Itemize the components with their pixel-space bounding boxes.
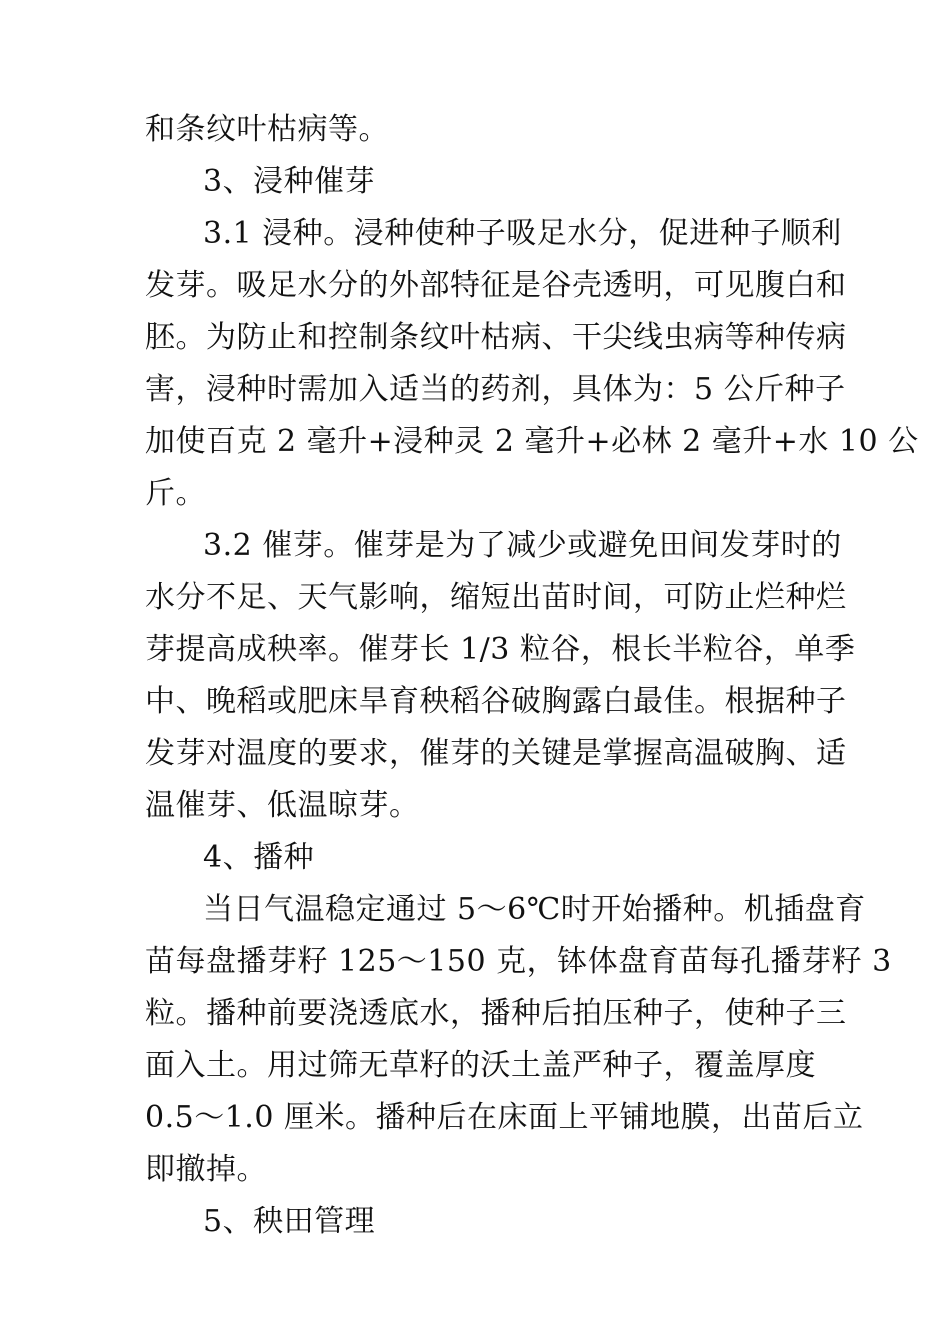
section-heading: 5、秧田管理 [203, 1204, 376, 1239]
text-line: 即撤掉。 [145, 1152, 267, 1187]
section-heading: 4、播种 [203, 840, 315, 875]
text-line: 0.5～1.0 厘米。播种后在床面上平铺地膜，出苗后立 [145, 1100, 864, 1135]
text-line: 当日气温稳定通过 5～6℃时开始播种。机插盘育 [203, 892, 866, 927]
text-line: 斤。 [145, 476, 206, 511]
text-line: 水分不足、天气影响，缩短出苗时间，可防止烂种烂 [145, 580, 847, 615]
text-line: 3.2 催芽。催芽是为了减少或避免田间发芽时的 [203, 528, 842, 563]
section-heading: 3、浸种催芽 [203, 164, 376, 199]
text-line: 芽提高成秧率。催芽长 1/3 粒谷，根长半粒谷，单季 [145, 632, 856, 667]
text-line: 中、晚稻或肥床旱育秧稻谷破胸露白最佳。根据种子 [145, 684, 847, 719]
text-line: 胚。为防止和控制条纹叶枯病、干尖线虫病等种传病 [145, 320, 847, 355]
text-line: 温催芽、低温晾芽。 [145, 788, 420, 823]
text-line: 3.1 浸种。浸种使种子吸足水分，促进种子顺利 [203, 216, 842, 251]
text-line: 发芽对温度的要求，催芽的关键是掌握高温破胸、适 [145, 736, 847, 771]
text-line: 粒。播种前要浇透底水，播种后拍压种子，使种子三 [145, 996, 847, 1031]
text-line: 面入土。用过筛无草籽的沃土盖严种子，覆盖厚度 [145, 1048, 816, 1083]
text-line: 苗每盘播芽籽 125～150 克，钵体盘育苗每孔播芽籽 3 [145, 944, 892, 979]
text-line: 害，浸种时需加入适当的药剂，具体为：5 公斤种子 [145, 372, 846, 407]
text-line: 和条纹叶枯病等。 [145, 112, 389, 147]
document-page [145, 104, 919, 1248]
text-line: 加使百克 2 毫升+浸种灵 2 毫升+必林 2 毫升+水 10 公 [145, 424, 919, 459]
text-line: 发芽。吸足水分的外部特征是谷壳透明，可见腹白和 [145, 268, 847, 303]
